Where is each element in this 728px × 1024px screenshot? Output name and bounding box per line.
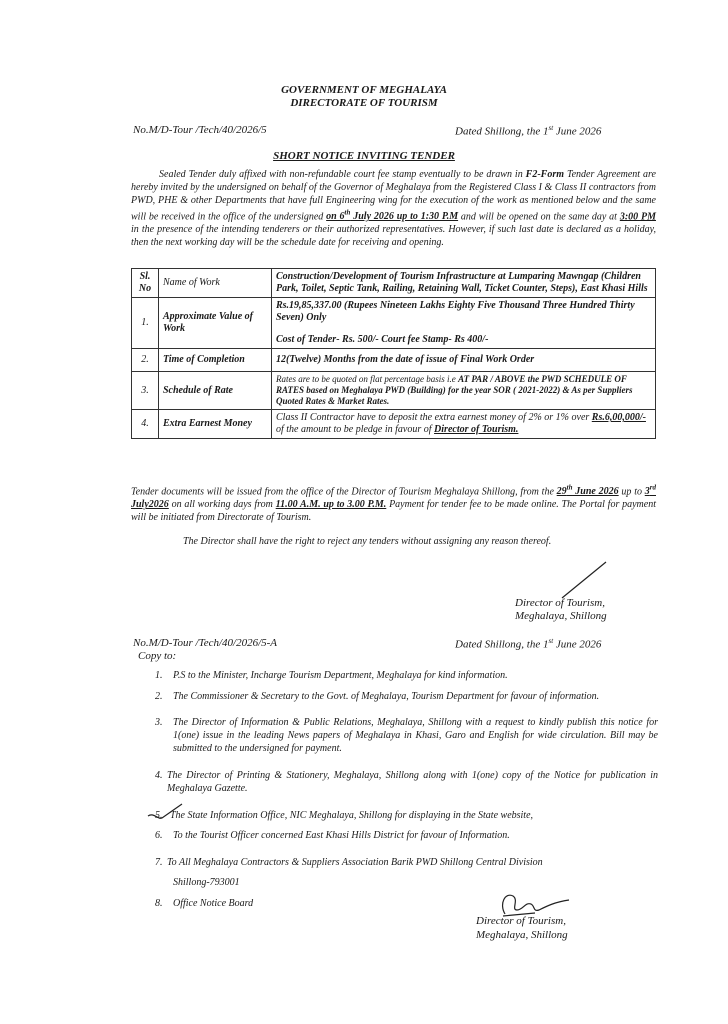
extra-earnest-money-value: Class II Contractor have to deposit the extra earnest money of 2% or 1% over Rs.6,00,000/- of the amount to be pledge in favour of Director of Tourism. (272, 410, 656, 439)
list-item: 1. (155, 670, 163, 681)
copy-reference-date: Dated Shillong, the 1st June 2026 (455, 637, 602, 651)
list-item: 2. (155, 691, 163, 702)
sl-header: Sl. No (132, 269, 159, 298)
tender-cost: Cost of Tender- Rs. 500/- Court fee Stamp- Rs 400/- (276, 334, 489, 345)
signatory-location: Meghalaya, Shillong (515, 610, 607, 622)
row-number: 4. (132, 410, 159, 439)
approx-value: Rs.19,85,337.00 (Rupees Nineteen Lakhs Eighty Five Thousand Three Hundred Thirty Seven) Only (276, 300, 635, 323)
list-item: 5. (155, 810, 163, 821)
list-item: 3. (155, 717, 163, 728)
intro-paragraph: Sealed Tender duly affixed with non-refundable court fee stamp eventually to be drawn in F2-Form Tender Agreement are hereby invited by the undersigned on behalf of the Governor of Meghalaya from the Registered Class I & Class II contractors from PWD, PHE & other Departments that have full Engineering wing for the execution of the work as mentioned below and the same will be received in the office of the undersigned on 6th July 2026 up to 1:30 P.M and will be opened on the same day at 3:00 PM in the presence of the intending tenderers or their authorized representatives. However, if such last date is declared as a holiday, then the next working day will be the schedule date for receiving and opening. (131, 169, 656, 249)
list-item: 7. (155, 857, 163, 868)
copy-item-text: The Director of Information & Public Relations, Meghalaya, Shillong with a request to kindly publish this notice for 1(one) issue in the leading News papers of Meghalaya in Khasi, Garo and English for wide circulation. Bill may be submitted to the undersigned for payment. (173, 717, 658, 754)
schedule-of-rate-value: Rates are to be quoted on flat percentage basis i.e AT PAR / ABOVE the PWD SCHEDULE OF RATES based on Meghalaya PWD (Building) for the year SOR ( 2021-2022) & As per Suppliers Quoted Rates & Market Rates. (272, 372, 656, 410)
approx-value-cell (272, 298, 656, 349)
table-row (132, 372, 656, 410)
table-row (132, 349, 656, 372)
copy-item-text: The Director of Printing & Stationery, Meghalaya, Shillong along with 1(one) copy of the Notice for publication in Meghalaya Gazette. (167, 770, 658, 794)
row-number: 3. (132, 372, 159, 410)
signatory-title: Director of Tourism, (515, 597, 605, 609)
copy-item-text: P.S to the Minister, Incharge Tourism Department, Meghalaya for kind information. (173, 670, 508, 681)
copy-to-label: Copy to: (138, 650, 177, 662)
signatory-location: Meghalaya, Shillong (476, 929, 568, 941)
list-item: 6. (155, 830, 163, 841)
table-row (132, 298, 656, 349)
tick-mark (146, 800, 186, 824)
issue-paragraph: Tender documents will be issued from the office of the Director of Tourism Meghalaya Shillong, from the 29th June 2026 up to 3rd July2026 on all working days from 11.00 A.M. up to 3.00 P.M. Payment for tender fee to be made online. The Portal for payment will be initiated from Directorate of Tourism. (131, 484, 656, 524)
reference-number: No.M/D-Tour /Tech/40/2026/5 (133, 124, 267, 136)
reservation-clause: The Director shall have the right to reject any tenders without assigning any reason thereof. (183, 536, 552, 547)
completion-time-value: 12(Twelve) Months from the date of issue of Final Work Order (272, 349, 656, 372)
copy-item-text: To All Meghalaya Contractors & Suppliers Association Barik PWD Shillong Central Division (167, 857, 543, 868)
copy-item-text: The Commissioner & Secretary to the Govt. of Meghalaya, Tourism Department for favour of information. (173, 691, 600, 702)
completion-time-label: Time of Completion (159, 349, 272, 372)
name-of-work-label: Name of Work (159, 269, 272, 298)
government-heading: GOVERNMENT OF MEGHALAYA (281, 84, 447, 96)
extra-earnest-money-label: Extra Earnest Money (159, 410, 272, 439)
signatory-title: Director of Tourism, (476, 915, 566, 927)
approx-value-label: Approximate Value of Work (159, 298, 272, 349)
table-row (132, 410, 656, 439)
schedule-of-rate-label: Schedule of Rate (159, 372, 272, 410)
table-row (132, 269, 656, 298)
copy-item-text: The State Information Office, NIC Meghalaya, Shillong for displaying in the State website, (170, 810, 534, 821)
directorate-heading: DIRECTORATE OF TOURISM (290, 97, 438, 109)
copy-item-text: To the Tourist Officer concerned East Khasi Hills District for favour of Information. (173, 830, 510, 841)
copy-item-text: Office Notice Board (173, 898, 254, 909)
row-number: 1. (132, 298, 159, 349)
notice-title: SHORT NOTICE INVITING TENDER (273, 150, 455, 162)
list-item: 8. (155, 898, 163, 909)
copy-item-text-continued: Shillong-793001 (173, 877, 240, 888)
name-of-work-value: Construction/Development of Tourism Infrastructure at Lumparing Mawngap (Children Park, Toilet, Septic Tank, Railing, Retaining Wall, Ticket Counter, Steps), East Khasi Hills (272, 269, 656, 298)
copy-reference-number: No.M/D-Tour /Tech/40/2026/5-A (133, 637, 278, 649)
row-number: 2. (132, 349, 159, 372)
list-item: 4. (155, 770, 163, 781)
reference-date: Dated Shillong, the 1st June 2026 (455, 124, 602, 138)
tender-table (131, 268, 656, 439)
